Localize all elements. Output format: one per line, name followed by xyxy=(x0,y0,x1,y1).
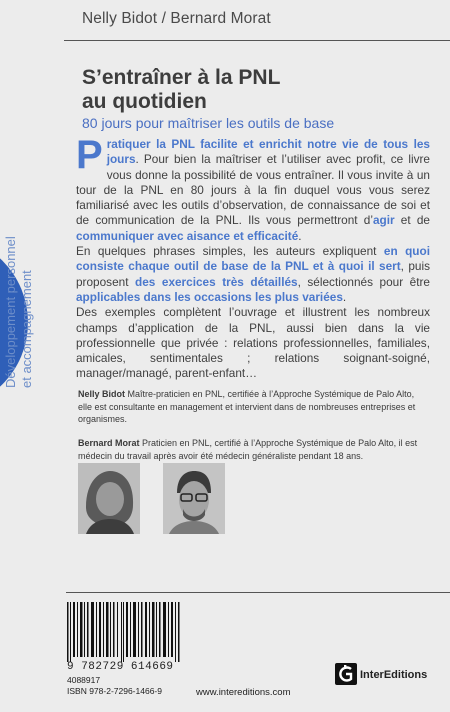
top-rule xyxy=(64,40,450,41)
collection-label xyxy=(3,152,51,388)
author-photo-1 xyxy=(78,463,140,534)
highlight: agir xyxy=(372,213,395,228)
highlight: en quoi consiste chaque outil de base de la PNL et à quoi il sert xyxy=(76,244,430,274)
text: . xyxy=(342,289,347,304)
author-name: Nelly Bidot xyxy=(78,389,126,399)
blurb-paragraph-3: Des exemples complètent l’ouvrage et illustrent les nombreux champs d’application de la PNL, aussi bien dans la vie professionnelle que privée : relations professionnelles, familiales, amicales, sentimentales ; relations soignant-soigné, manager/managé, parent-enfant… xyxy=(76,305,430,381)
author-bio-1 xyxy=(78,388,428,426)
footer-rule xyxy=(66,592,450,593)
text: et de xyxy=(394,213,430,228)
author-name: Bernard Morat xyxy=(78,438,140,448)
highlight: applicables dans les occasions les plus variées xyxy=(76,289,343,304)
text: . xyxy=(298,228,302,243)
book-title xyxy=(82,66,422,114)
author-bio-2 xyxy=(78,437,428,462)
publisher-name: InterEditions xyxy=(360,669,428,681)
collection-line-2: et accompagnement xyxy=(19,270,34,388)
book-subtitle: 80 jours pour maîtriser les outils de base xyxy=(82,115,335,131)
highlight: ratiquer la PNL facilite et enrichit notre vie de tous les jours xyxy=(106,137,430,167)
collection-line-1: Développement personnel xyxy=(3,236,18,388)
author-bio-text: Praticien en PNL, certifié à l’Approche Systémique de Palo Alto, il est médecin du travail après avoir été médecin généraliste pendant 18 ans. xyxy=(78,438,418,461)
author-photo-2 xyxy=(163,463,225,534)
product-code: 4088917 xyxy=(67,675,101,685)
text: . Pour bien la maîtriser et l’utiliser avec profit, ce livre vous donne la possibilité de vous entraîner. Il vous invite à un tour de la PNL en 80 jours à la fin duquel vous vous serez familiarisé avec les outils d’observation, de connaissance de soi et de communication de la PNL. Ils vous permettront d’ xyxy=(76,152,430,228)
barcode xyxy=(67,602,180,662)
blurb-paragraph-1 xyxy=(76,133,430,244)
publisher-logo-icon xyxy=(335,663,357,685)
title-line-2: au quotidien xyxy=(82,90,207,113)
publisher-url: www.intereditions.com xyxy=(196,687,291,698)
barcode-number: 9 782729 614669 xyxy=(67,661,174,673)
title-line-1: S’entraîner à la PNL xyxy=(82,66,281,89)
blurb-paragraph-2 xyxy=(76,244,430,305)
text: En quelques phrases simples, les auteurs expliquent xyxy=(76,244,384,259)
author-bio-text: Maître-praticien en PNL, certifiée à l’Approche Systémique de Palo Alto, elle est consultante en management et intervient dans de nombreuses entreprises et organismes. xyxy=(78,389,416,425)
text: , puis proposent xyxy=(76,259,430,289)
isbn: ISBN 978-2-7296-1466-9 xyxy=(67,686,162,696)
authors-line: Nelly Bidot / Bernard Morat xyxy=(82,10,271,27)
highlight: communiquer avec aisance et efficacité xyxy=(76,228,299,243)
drop-cap: P xyxy=(76,133,103,177)
text: , sélectionnés pour être xyxy=(297,274,430,289)
highlight: des exercices très détaillés xyxy=(135,274,298,289)
blurb xyxy=(76,133,430,382)
